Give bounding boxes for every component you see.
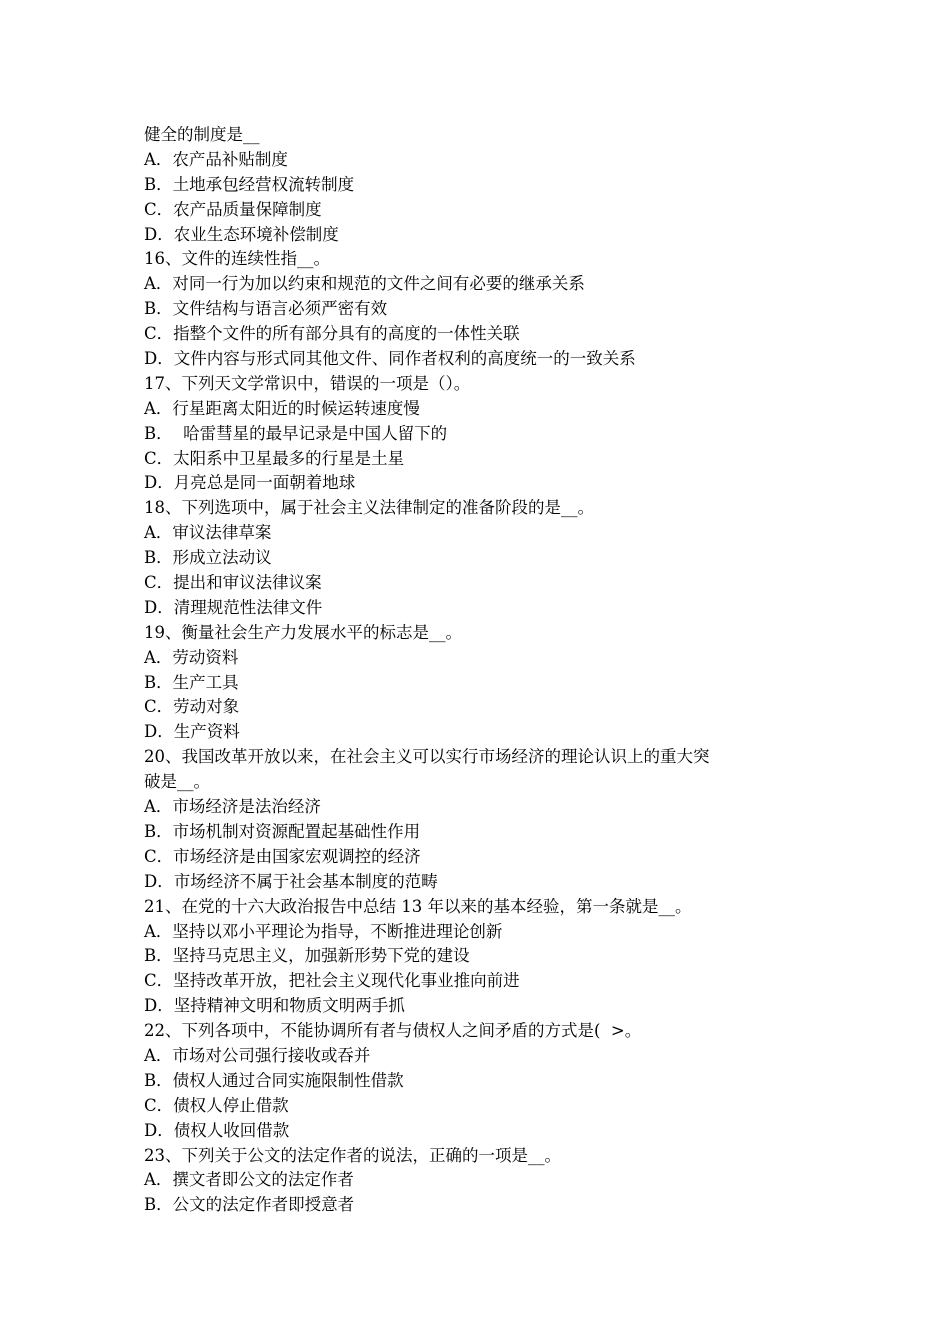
option-a: A．劳动资料 (144, 647, 239, 667)
option-a: A．坚持以邓小平理论为指导，不断推进理论创新 (144, 921, 503, 941)
option-b: B． 哈雷彗星的最早记录是中国人留下的 (144, 423, 448, 443)
question-17: 17、下列天文学常识中，错误的一项是（）。 (144, 373, 471, 393)
option-d: D．债权人收回借款 (144, 1120, 290, 1140)
question-20-line-1: 20、我国改革开放以来，在社会主义可以实行市场经济的理论认识上的重大突 (144, 747, 710, 767)
option-c: C．太阳系中卫星最多的行星是土星 (144, 448, 405, 468)
document-body (144, 123, 812, 1218)
option-b: B．公文的法定作者即授意者 (144, 1195, 355, 1215)
question-continuation: 健全的制度是__ (144, 125, 260, 144)
option-c: C．坚持改革开放，把社会主义现代化事业推向前进 (144, 971, 520, 991)
option-a: A．行星距离太阳近的时候运转速度慢 (144, 398, 420, 418)
option-b: B．土地承包经营权流转制度 (144, 174, 355, 194)
option-a: A．对同一行为加以约束和规范的文件之间有必要的继承关系 (144, 274, 585, 294)
option-b: B．市场机制对资源配置起基础性作用 (144, 821, 421, 841)
question-19: 19、衡量社会生产力发展水平的标志是__。 (144, 622, 462, 642)
question-18: 18、下列选项中，属于社会主义法律制定的准备阶段的是__。 (144, 498, 594, 518)
option-c: C．债权人停止借款 (144, 1095, 289, 1115)
option-d: D．市场经济不属于社会基本制度的范畴 (144, 871, 438, 891)
option-b: B．生产工具 (144, 672, 239, 692)
option-c: C．指整个文件的所有部分具有的高度的一体性关联 (144, 324, 520, 344)
option-c: C．提出和审议法律议案 (144, 573, 322, 593)
option-a: A．撰文者即公文的法定作者 (144, 1170, 354, 1190)
option-a: A．市场对公司强行接收或吞并 (144, 1045, 371, 1065)
question-21: 21、在党的十六大政治报告中总结 13 年以来的基本经验，第一条就是__。 (144, 896, 692, 916)
option-d: D．农业生态环境补偿制度 (144, 224, 339, 244)
question-16: 16、文件的连续性指__。 (144, 249, 330, 269)
option-b: B．坚持马克思主义，加强新形势下党的建设 (144, 946, 470, 966)
option-a: A．市场经济是法治经济 (144, 797, 321, 817)
option-c: C．市场经济是由国家宏观调控的经济 (144, 846, 421, 866)
option-d: D．生产资料 (144, 722, 240, 742)
option-a: A．农产品补贴制度 (144, 149, 288, 169)
option-b: B．文件结构与语言必须严密有效 (144, 299, 388, 319)
option-d: D．月亮总是同一面朝着地球 (144, 473, 356, 493)
option-d: D．坚持精神文明和物质文明两手抓 (144, 996, 405, 1016)
option-b: B．债权人通过合同实施限制性借款 (144, 1070, 404, 1090)
question-22: 22、下列各项中，不能协调所有者与债权人之间矛盾的方式是( >。 (144, 1021, 642, 1041)
option-a: A．审议法律草案 (144, 523, 272, 543)
question-23: 23、下列关于公文的法定作者的说法，正确的一项是__。 (144, 1145, 561, 1165)
option-d: D．文件内容与形式同其他文件、同作者权利的高度统一的一致关系 (144, 349, 636, 369)
option-d: D．清理规范性法律文件 (144, 597, 323, 617)
option-b: B．形成立法动议 (144, 548, 272, 568)
question-20-line-2: 破是__。 (144, 772, 210, 792)
option-c: C．农产品质量保障制度 (144, 199, 322, 219)
option-c: C．劳动对象 (144, 697, 240, 717)
